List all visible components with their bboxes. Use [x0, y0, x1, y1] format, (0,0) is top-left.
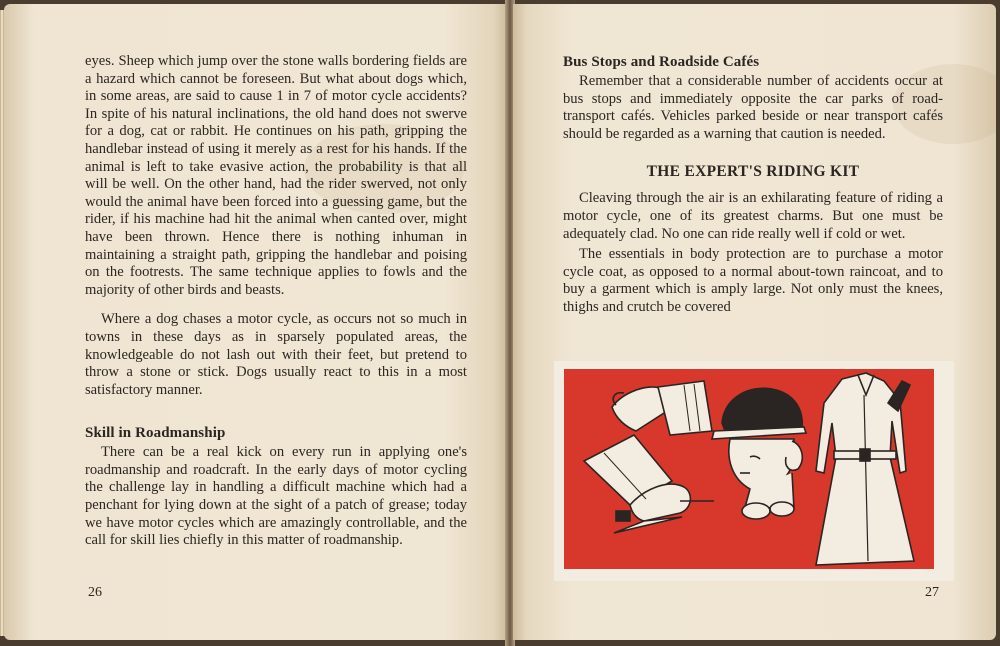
chapter-title: THE EXPERT'S RIDING KIT — [646, 163, 860, 181]
page-number: 26 — [88, 585, 102, 600]
paragraph: Remember that a considerable number of accidents occur at bus stops and immediately opposite the car parks of road-transport cafés. Vehicles parked beside or near transport cafés should be regarded as a warning that caution is needed. — [563, 73, 943, 142]
paragraph: There can be a real kick on every run in applying one's roadmanship and roadcraft. In the early days of motor cycling the challenge lay in handling a difficult machine which had a penchant for lying down at the sight of a patch of grease; today we have motor cycles which are amazingly controllable, and the call for skill lies chiefly in this matter of roadmanship. — [85, 444, 467, 549]
paragraph: The essentials in body protection are to purchase a motor cycle coat, as opposed to a normal about-town raincoat, and to buy a garment which is amply large. Not only must the knees, thighs and crutch be covered — [563, 246, 943, 315]
left-page-text — [85, 53, 467, 550]
paragraph: eyes. Sheep which jump over the stone walls bordering fields are a hazard which cannot be foreseen. But what about dogs which, in some areas, are said to cause 1 in 7 of motor cycle accidents? In spite of his natural inclinations, the old hand does not swerve for a dog, cat or rabbit. He continues on his path, gripping the handlebar instead of using it merely as a rest for his hands. If the animal is left to take evasive action, the probability is that all will be well. On the other hand, had the rider swerved, not only would the animal have been forced into a guessing game, but the rider, if his machine had hit the animal when canted over, might have been thrown. Hence there is nothing inhuman in maintaining a straight path, gripping the handlebar and poising on the footrests. The same technique applies to fowls and the majority of other birds and beasts. — [85, 53, 467, 298]
section-heading-skill: Skill in Roadmanship — [85, 425, 226, 442]
paragraph: Where a dog chases a motor cycle, as occurs not so much in towns in these days as in sparsely populated areas, the knowledgeable do not lash out with their feet, but pretend to throw a stone or stick. Dogs usually react to this in a most satisfactory manner. — [85, 311, 467, 398]
paragraph: Cleaving through the air is an exhilarating feature of riding a motor cycle, one of its greatest charms. But one must be adequately clad. No one can ride really well if cold or wet. — [563, 190, 943, 242]
right-page-text — [563, 54, 943, 317]
section-heading-bus-stops: Bus Stops and Roadside Cafés — [563, 54, 760, 70]
riding-kit-illustration — [554, 361, 954, 581]
page-number: 27 — [925, 585, 939, 600]
right-page — [513, 4, 996, 640]
left-page — [4, 4, 507, 640]
